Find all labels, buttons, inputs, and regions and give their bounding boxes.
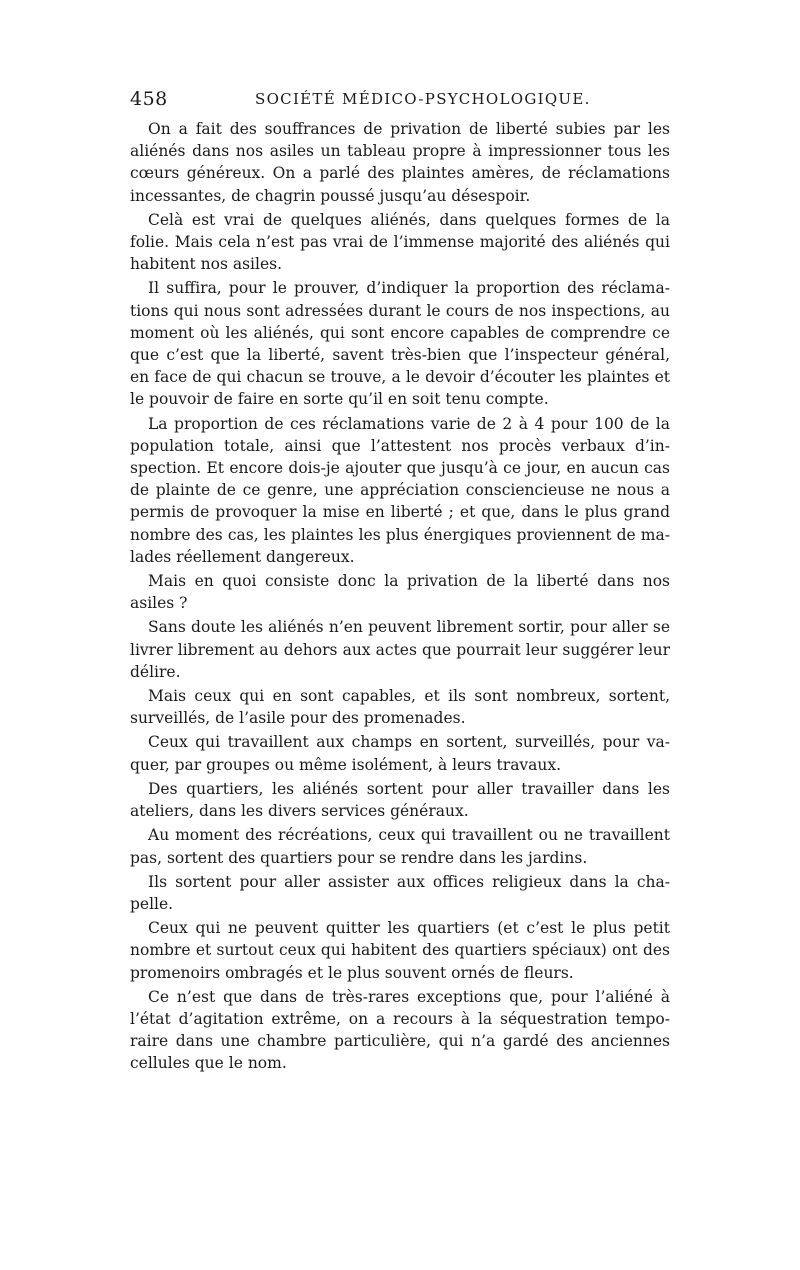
paragraph: Ceux qui ne peuvent quitter les quartiers (et c’est le plus petit nombre et surtout ceux qui habitent des quartiers spéciaux) ont des promenoirs ombragés et le plus souvent ornés de fleurs. — [130, 919, 670, 982]
body-text — [130, 118, 670, 1075]
paragraph: Au moment des récréations, ceux qui travaillent ou ne travaillent pas, sortent des quartiers pour se rendre dans les jardins. — [130, 826, 670, 867]
paragraph: Celà est vrai de quelques aliénés, dans quelques formes de la folie. Mais cela n’est pas vrai de l’immense majorité des aliénés qui habitent nos asiles. — [130, 210, 670, 274]
paragraph: Mais ceux qui en sont capables, et ils sont nombreux, sortent, surveillés, de l’asile pour des promenades. — [130, 687, 670, 728]
running-head: SOCIÉTÉ MÉDICO-PSYCHOLOGIQUE. — [255, 90, 591, 108]
page-number: 458 — [130, 88, 168, 110]
paragraph: Ce n’est que dans de très-rares exceptions que, pour l’aliéné à l’état d’agitation extrême, on a recours à la séquestration temporaire dans une chambre particulière, qui n’a gardé des anciennes cellules que le nom. — [130, 987, 670, 1073]
book-page — [130, 88, 670, 1077]
paragraph: Mais en quoi consiste donc la privation de la liberté dans nos asiles ? — [130, 572, 670, 613]
page-header — [130, 88, 670, 118]
paragraph: Ceux qui travaillent aux champs en sortent, surveillés, pour vaquer, par groupes ou même isolément, à leurs travaux. — [130, 733, 670, 774]
paragraph: On a fait des souffrances de privation de liberté subies par les aliénés dans nos asiles un tableau propre à impressionner tous les cœurs généreux. On a parlé des plaintes amères, de réclamations incessantes, de chagrin poussé jusqu’au désespoir. — [130, 120, 670, 205]
paragraph: La proportion de ces réclamations varie de 2 à 4 pour 100 de la population totale, ainsi que l’attestent nos procès verbaux d’inspection. Et encore dois-je ajouter que jusqu’à ce jour, en aucun cas de plainte de ce genre, une appréciation consciencieuse ne nous a permis de provoquer la mise en liberté ; et que, dans le plus grand nombre des cas, les plaintes les plus énergiques proviennent de malades réellement dangereux. — [130, 414, 670, 566]
paragraph: Sans doute les aliénés n’en peuvent librement sortir, pour aller se livrer librement au dehors aux actes que pourrait leur suggérer leur délire. — [130, 618, 670, 681]
paragraph: Des quartiers, les aliénés sortent pour aller travailler dans les ateliers, dans les divers services généraux. — [130, 779, 670, 821]
paragraph: Il suffira, pour le prouver, d’indiquer la proportion des réclamations qui nous sont adressées durant le cours de nos inspections, au moment où les aliénés, qui sont encore capables de comprendre ce que c’est que la liberté, savent très-bien que l’inspecteur général, en face de qui chacun se trouve, a le devoir d’écouter les plaintes et le pouvoir de faire en sorte qu’il en soit tenu compte. — [130, 279, 670, 409]
paragraph: Ils sortent pour aller assister aux offices religieux dans la chapelle. — [130, 872, 670, 913]
